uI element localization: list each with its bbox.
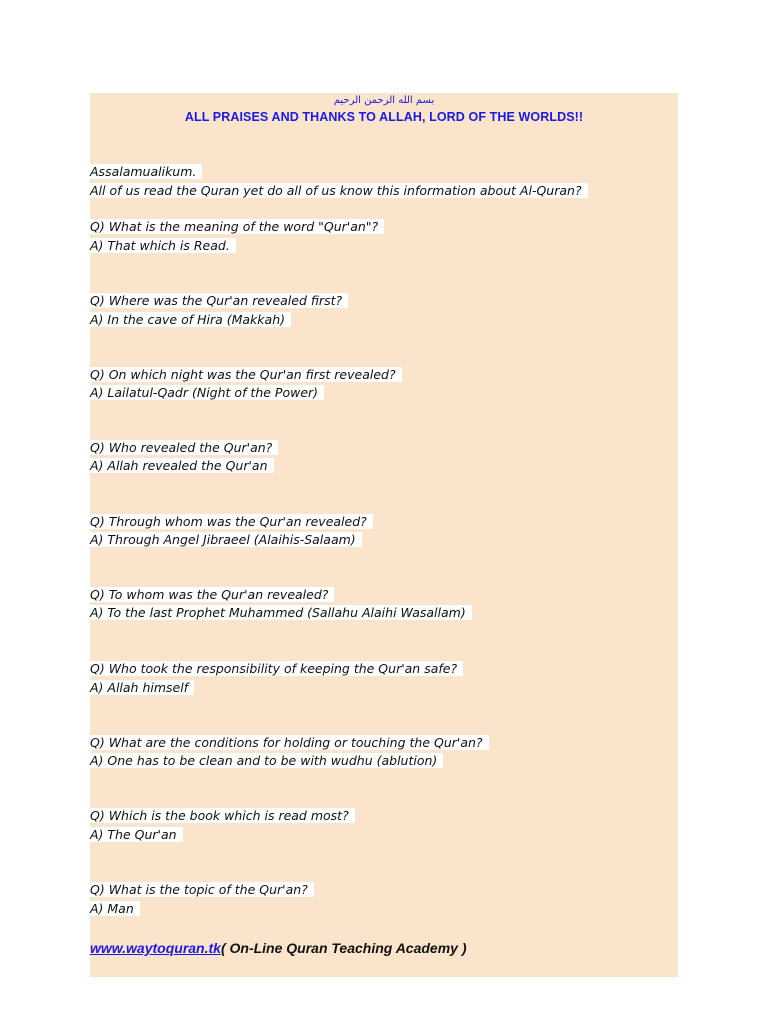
question-7: Q) Who took the responsibility of keeping the Qur'an safe? [90, 660, 463, 677]
question-8: Q) What are the conditions for holding or touching the Qur'an? [90, 734, 489, 751]
question-2: Q) Where was the Qur'an revealed first? [90, 292, 348, 309]
page-title: ALL PRAISES AND THANKS TO ALLAH, LORD OF THE WORLDS!! [184, 110, 584, 124]
answer-9: A) The Qur'an [90, 826, 183, 843]
answer-1: A) That which is Read. [90, 237, 236, 254]
question-5: Q) Through whom was the Qur'an revealed? [90, 513, 373, 530]
answer-2: A) In the cave of Hira (Makkah) [90, 311, 291, 328]
footer-line [90, 940, 467, 956]
answer-4: A) Allah revealed the Qur'an [90, 457, 274, 474]
answer-10: A) Man [90, 900, 140, 917]
answer-6: A) To the last Prophet Muhammed (Sallahu Alaihi Wasallam) [90, 604, 472, 621]
intro-greeting: Assalamualikum. [90, 163, 202, 180]
intro-question: All of us read the Quran yet do all of us know this information about Al-Quran? [90, 182, 588, 199]
answer-5: A) Through Angel Jibraeel (Alaihis-Salaam) [90, 531, 362, 548]
answer-3: A) Lailatul-Qadr (Night of the Power) [90, 384, 324, 401]
question-4: Q) Who revealed the Qur'an? [90, 439, 278, 456]
footer-tagline: ( On-Line Quran Teaching Academy ) [220, 940, 467, 956]
answer-7: A) Allah himself [90, 679, 194, 696]
question-6: Q) To whom was the Qur'an revealed? [90, 586, 334, 603]
question-3: Q) On which night was the Qur'an first revealed? [90, 366, 402, 383]
question-1: Q) What is the meaning of the word "Qur'an"? [90, 218, 384, 235]
bismillah-text: بسم الله الرحمن الرحيم [333, 95, 435, 106]
question-9: Q) Which is the book which is read most? [90, 807, 355, 824]
question-10: Q) What is the topic of the Qur'an? [90, 881, 314, 898]
answer-8: A) One has to be clean and to be with wudhu (ablution) [90, 752, 443, 769]
website-link[interactable]: www.waytoquran.tk [90, 940, 221, 956]
